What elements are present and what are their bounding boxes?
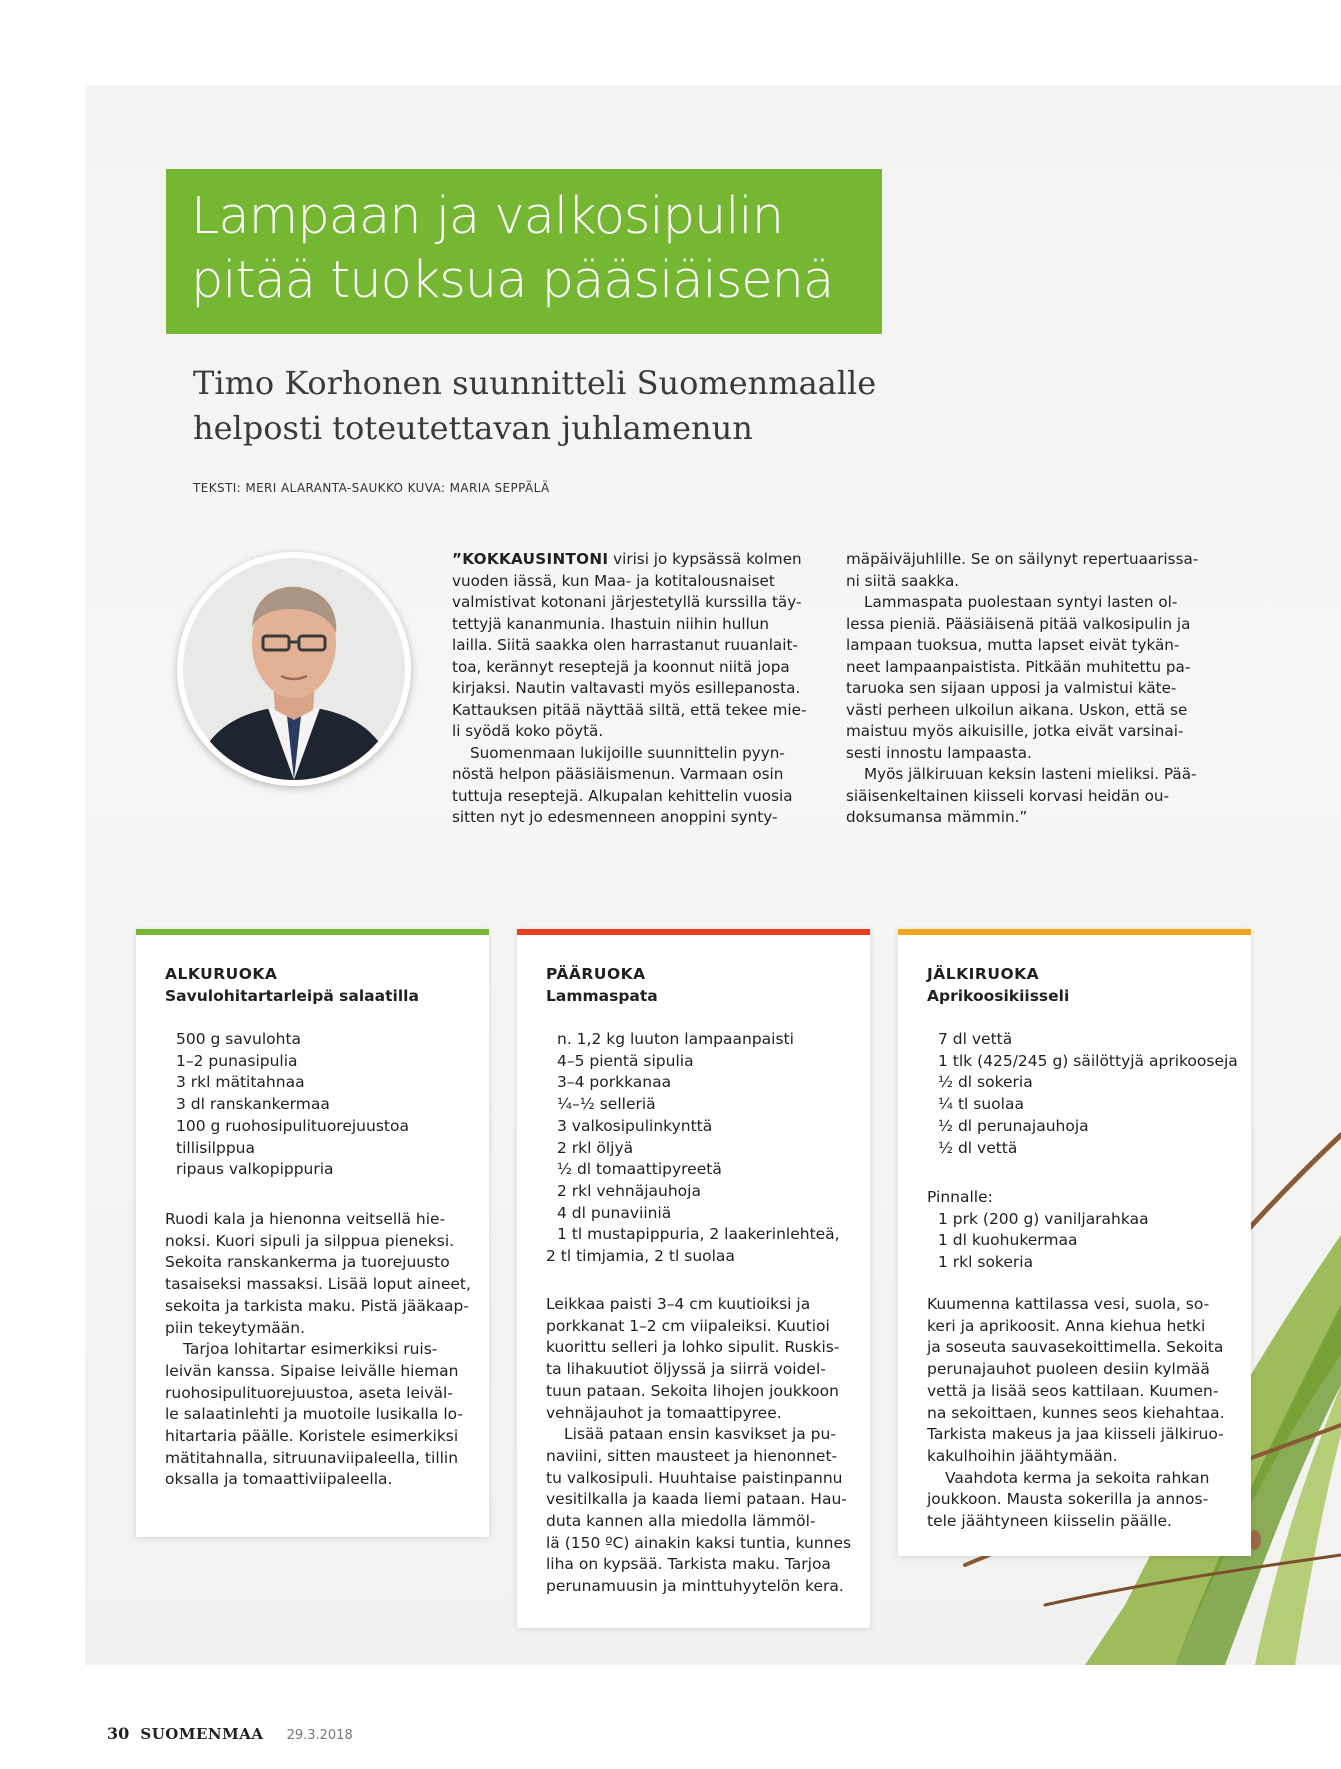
intro-line: nöstä helpon pääsiäismenun. Varmaan osin [452, 765, 784, 783]
headline-line-2: pitää tuoksua pääsiäisenä [191, 251, 834, 310]
ingredient: tillisilppua [176, 1138, 255, 1157]
method-line: perunamuusin ja minttuhyytelön kera. [546, 1577, 844, 1596]
intro-line: vuoden iässä, kun Maa- ja kotitalousnaiset [452, 571, 775, 590]
ingredient: ripaus valkopippuria [176, 1160, 334, 1179]
ingredient-list [546, 1029, 840, 1268]
method-line: tele jäähtyneen kiisselin päälle. [927, 1512, 1172, 1531]
recipe-name: Savulohitartarleipä salaatilla [165, 987, 419, 1005]
method-line: perunajauhot puoleen desiin kylmää [927, 1360, 1210, 1379]
topping-label: Pinnalle: [927, 1188, 993, 1206]
intro-line: valmistivat kotonani järjestetyllä kurssilla täy- [452, 593, 802, 611]
card-accent-bar [898, 929, 1251, 935]
subtitle-line-2: helposti toteutettavan juhlamenun [193, 409, 753, 447]
intro-line: siäisenkeltainen kiisseli korvasi heidän ou- [846, 786, 1169, 805]
ingredient-list [927, 1029, 1238, 1159]
course-label: ALKURUOKA [165, 965, 278, 983]
ingredient: ¼–½ selleriä [557, 1095, 656, 1114]
ingredient: 3 rkl mätitahnaa [176, 1073, 305, 1092]
ingredient: 2 tl timjamia, 2 tl suolaa [546, 1247, 735, 1266]
intro-line: mäpäiväjuhlille. Se on säilynyt repertuaarissa- [846, 550, 1199, 568]
ingredient: 1 tlk (425/245 g) säilöttyjä aprikooseja [938, 1051, 1238, 1070]
intro-line: li syödä koko pöytä. [452, 722, 604, 740]
method-text [165, 1209, 471, 1491]
method-line: noksi. Kuori sipuli ja silppua pieneksi. [165, 1231, 455, 1250]
course-label: JÄLKIRUOKA [927, 965, 1040, 983]
method-line: lä (150 ºC) ainakin kaksi tuntia, kunnes [546, 1533, 852, 1552]
method-line: duta kannen alla miedolla lämmöl- [546, 1512, 816, 1531]
method-line: Vaahdota kerma ja sekoita rahkan [945, 1468, 1210, 1487]
method-line: sekoita ja tarkista maku. Pistä jääkaap- [165, 1296, 469, 1315]
intro-line: Suomenmaan lukijoille suunnittelin pyyn- [470, 743, 785, 762]
method-line: Ruodi kala ja hienonna veitsellä hie- [165, 1210, 446, 1228]
course-label: PÄÄRUOKA [546, 965, 646, 983]
subtitle [193, 361, 993, 451]
method-line: ja soseuta sauvasekoittimella. Sekoita [927, 1338, 1224, 1357]
intro-line: doksumansa mämmin.” [846, 808, 1028, 826]
method-line: tuun pataan. Sekoita lihojen joukkoon [546, 1381, 839, 1400]
headline-box [166, 169, 882, 334]
method-line: joukkoon. Mausta sokerilla ja annos- [927, 1490, 1209, 1509]
ingredient: ¼ tl suolaa [938, 1095, 1024, 1114]
ingredient: 7 dl vettä [938, 1030, 1013, 1048]
page-number: 30 [107, 1724, 130, 1743]
ingredient: ½ dl tomaattipyreetä [557, 1160, 722, 1179]
ingredient: 2 rkl vehnäjauhoja [557, 1181, 701, 1200]
topping-list [927, 1187, 1149, 1274]
recipe-name: Lammaspata [546, 987, 658, 1005]
method-line: le salaatinlehti ja muotoile lusikalla lo- [165, 1405, 464, 1424]
intro-line: sesti innostu lampaasta. [846, 743, 1032, 762]
method-line: ta lihakuutiot öljyssä ja siirrä voidel- [546, 1360, 826, 1379]
issue-date: 29.3.2018 [286, 1728, 353, 1743]
method-line: tu valkosipuli. Huuhtaise paistinpannu [546, 1468, 843, 1487]
ingredient: 100 g ruohosipulituorejuustoa [176, 1116, 409, 1135]
method-line: Leikkaa paisti 3–4 cm kuutioiksi ja [546, 1295, 811, 1313]
byline: TEKSTI: MERI ALARANTA-SAUKKO KUVA: MARIA SEPPÄLÄ [193, 481, 550, 495]
method-line: kuorittu selleri ja lohko sipulit. Ruskis- [546, 1338, 840, 1357]
ingredient: 4 dl punaviiniä [557, 1203, 672, 1222]
ingredient: 1 rkl sokeria [938, 1253, 1034, 1272]
ingredient: 4–5 pientä sipulia [557, 1051, 694, 1070]
ingredient: ½ dl perunajauhoja [938, 1116, 1089, 1135]
recipe-card-starter [136, 929, 489, 1537]
method-line: Sekoita ranskankerma ja tuorejuusto [165, 1253, 450, 1272]
subtitle-line-1: Timo Korhonen suunnitteli Suomenmaalle [193, 364, 877, 402]
ingredient: ½ dl vettä [938, 1138, 1018, 1157]
intro-line: lailla. Siitä saakka olen harrastanut ruuanlait- [452, 636, 798, 654]
recipe-name: Aprikoosikiisseli [927, 987, 1070, 1005]
method-text [546, 1294, 851, 1598]
intro-column-2 [846, 549, 1198, 829]
ingredient: 1 dl kuohukermaa [938, 1231, 1078, 1250]
ingredient: 500 g savulohta [176, 1030, 302, 1048]
method-line: oksalla ja tomaattiviipaleella. [165, 1470, 393, 1489]
intro-line: Lammaspata puolestaan syntyi lasten ol- [864, 593, 1178, 611]
page-footer [107, 1724, 353, 1743]
card-accent-bar [136, 929, 489, 935]
intro-line: maistuu myös aikuisille, jotka eivät varsinai- [846, 722, 1184, 740]
intro-line: västi perheen ulkoilun aikana. Uskon, että se [846, 700, 1188, 719]
method-line: liha on kypsää. Tarkista maku. Tarjoa [546, 1555, 831, 1574]
intro-line: neet lampaanpaistista. Pitkään muhitettu pa- [846, 657, 1191, 676]
intro-lead-rest: virisi jo kypsässä kolmen [608, 550, 802, 568]
intro-line: Myös jälkiruuan keksin lasteni mieliksi. Pää- [864, 765, 1197, 783]
intro-line: lessa pieniä. Pääsiäisenä pitää valkosipulin ja [846, 614, 1191, 633]
method-line: naviini, sitten mausteet ja hienonnet- [546, 1446, 838, 1465]
ingredient: 1 tl mustapippuria, 2 laakerinlehteä, [557, 1225, 840, 1244]
method-line: mätitahnalla, sitruunaviipaleella, tillin [165, 1448, 459, 1467]
author-portrait [177, 552, 411, 786]
ingredient: 3 valkosipulinkynttä [557, 1116, 713, 1135]
method-line: kakulhoihin jäähtymään. [927, 1446, 1118, 1465]
method-line: leivän kanssa. Sipaise leivälle hieman [165, 1361, 459, 1380]
intro-line: tuttuja reseptejä. Alkupalan kehittelin vuosia [452, 786, 793, 805]
method-line: porkkanat 1–2 cm viipaleiksi. Kuutioi [546, 1316, 830, 1335]
method-line: Tarkista makeus ja jaa kiisseli jälkiruo- [927, 1425, 1224, 1444]
method-line: keri ja aprikoosit. Anna kiehua hetki [927, 1316, 1206, 1335]
card-accent-bar [517, 929, 870, 935]
ingredient: 2 rkl öljyä [557, 1138, 634, 1157]
method-line: vehnäjauhot ja tomaattipyree. [546, 1403, 782, 1422]
ingredient: ½ dl sokeria [938, 1073, 1033, 1092]
intro-line: taruoka sen sijaan upposi ja valmistui käte- [846, 679, 1177, 697]
intro-line: sitten nyt jo edesmenneen anoppini synty- [452, 808, 778, 826]
magazine-name: SUOMENMAA [140, 1725, 264, 1743]
ingredient: n. 1,2 kg luuton lampaanpaisti [557, 1030, 794, 1048]
method-line: Lisää pataan ensin kasvikset ja pu- [564, 1425, 836, 1444]
intro-line [452, 549, 806, 571]
intro-column-1 [452, 549, 806, 829]
method-text [927, 1294, 1225, 1533]
ingredient: 3–4 porkkanaa [557, 1073, 672, 1092]
intro-line: ni siitä saakka. [846, 571, 960, 590]
method-line: vesitilkalla ja kaada liemi pataan. Hau- [546, 1490, 847, 1509]
headline-line-1: Lampaan ja valkosipulin [191, 187, 784, 246]
recipe-card-dessert [898, 929, 1251, 1556]
intro-line: Kattauksen pitää näyttää siltä, että tekee mie- [452, 700, 807, 719]
intro-line: kirjaksi. Nautin valtavasti myös esillepanosta. [452, 679, 801, 697]
method-line: vettä ja lisää seos kattilaan. Kuumen- [927, 1381, 1219, 1400]
method-line: hitartaria päälle. Koristele esimerkiksi [165, 1427, 459, 1446]
method-line: tasaiseksi massaksi. Lisää loput aineet, [165, 1275, 471, 1294]
ingredient-list [165, 1029, 409, 1181]
intro-lead-word: KOKKAUSINTONI [462, 550, 609, 568]
method-line: Kuumenna kattilassa vesi, suola, so- [927, 1295, 1210, 1313]
method-line: piin tekeytymään. [165, 1318, 306, 1337]
intro-lead-quote: ” [452, 550, 463, 568]
method-line: Tarjoa lohitartar esimerkiksi ruis- [183, 1340, 438, 1359]
recipe-card-main [517, 929, 870, 1628]
intro-line: toa, kerännyt reseptejä ja koonnut niitä jopa [452, 657, 790, 676]
method-line: na sekoittaen, kunnes seos kiehahtaa. [927, 1403, 1225, 1422]
intro-line: tettyjä kananmunia. Ihastuin niihin hullun [452, 614, 770, 633]
intro-line: lampaan tuoksua, mutta lapset eivät tykän- [846, 636, 1180, 654]
ingredient: 1 prk (200 g) vaniljarahkaa [938, 1209, 1149, 1228]
method-line: ruohosipulituorejuustoa, aseta leiväl- [165, 1383, 453, 1402]
ingredient: 3 dl ranskankermaa [176, 1095, 330, 1114]
ingredient: 1–2 punasipulia [176, 1051, 298, 1070]
